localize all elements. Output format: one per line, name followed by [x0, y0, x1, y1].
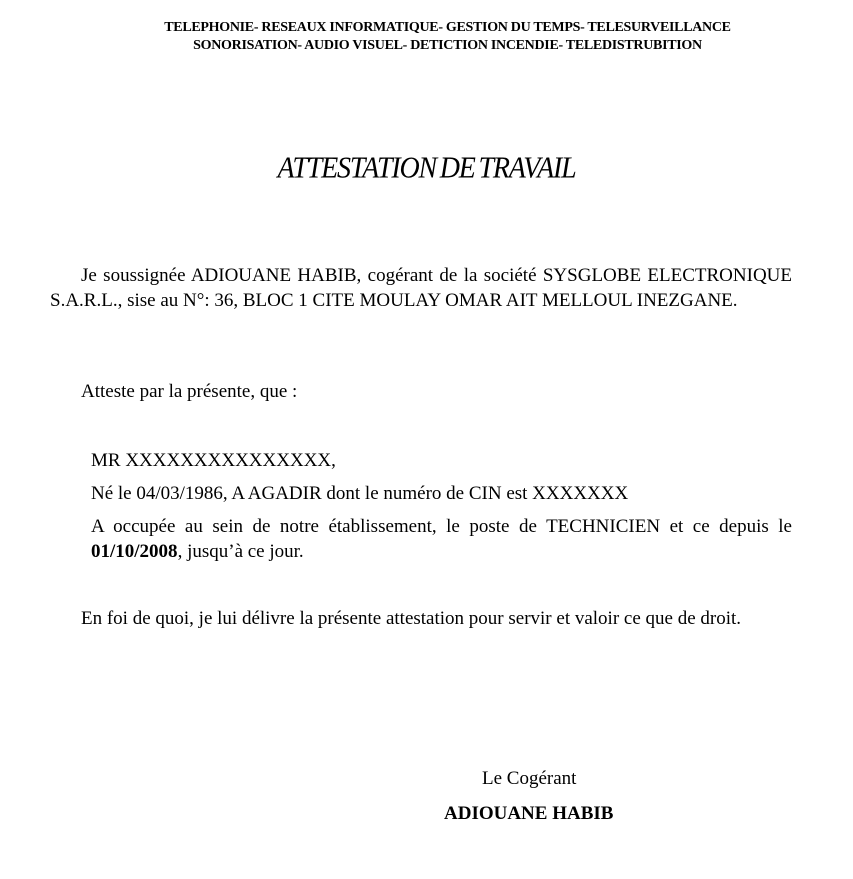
employee-name: MR XXXXXXXXXXXXXXX,: [91, 450, 336, 471]
atteste-line: Atteste par la présente, que :: [81, 381, 298, 402]
closing-paragraph: En foi de quoi, je lui délivre la présente attestation pour servir et valoir ce que de droit.: [81, 608, 742, 629]
intro-paragraph: Je soussignée ADIOUANE HABIB, cogérant de la société SYSGLOBE ELECTRONIQUE S.A.R.L., sise au N°: 36, BLOC 1 CITE MOULAY OMAR AIT MELLOUL INEZGANE.: [50, 265, 792, 311]
start-date: 01/10/2008: [91, 541, 178, 562]
position-end: , jusqu’à ce jour.: [177, 541, 304, 562]
header-line-2: SONORISATION- AUDIO VISUEL- DETICTION INCENDIE- TELEDISTRUBITION: [193, 38, 702, 53]
position-text: A occupée au sein de notre établissement, le poste de TECHNICIEN et ce depuis le: [91, 516, 792, 537]
signatory-role: Le Cogérant: [482, 768, 577, 789]
position-paragraph: [91, 514, 792, 564]
birth-info: Né le 04/03/1986, A AGADIR dont le numéro de CIN est XXXXXXX: [91, 483, 629, 504]
document-title: ATTESTATION DE TRAVAIL: [277, 151, 576, 186]
company-activities-header: [0, 19, 853, 55]
header-line-1: TELEPHONIE- RESEAUX INFORMATIQUE- GESTION DU TEMPS- TELESURVEILLANCE: [164, 20, 731, 35]
signatory-name: ADIOUANE HABIB: [444, 803, 614, 824]
